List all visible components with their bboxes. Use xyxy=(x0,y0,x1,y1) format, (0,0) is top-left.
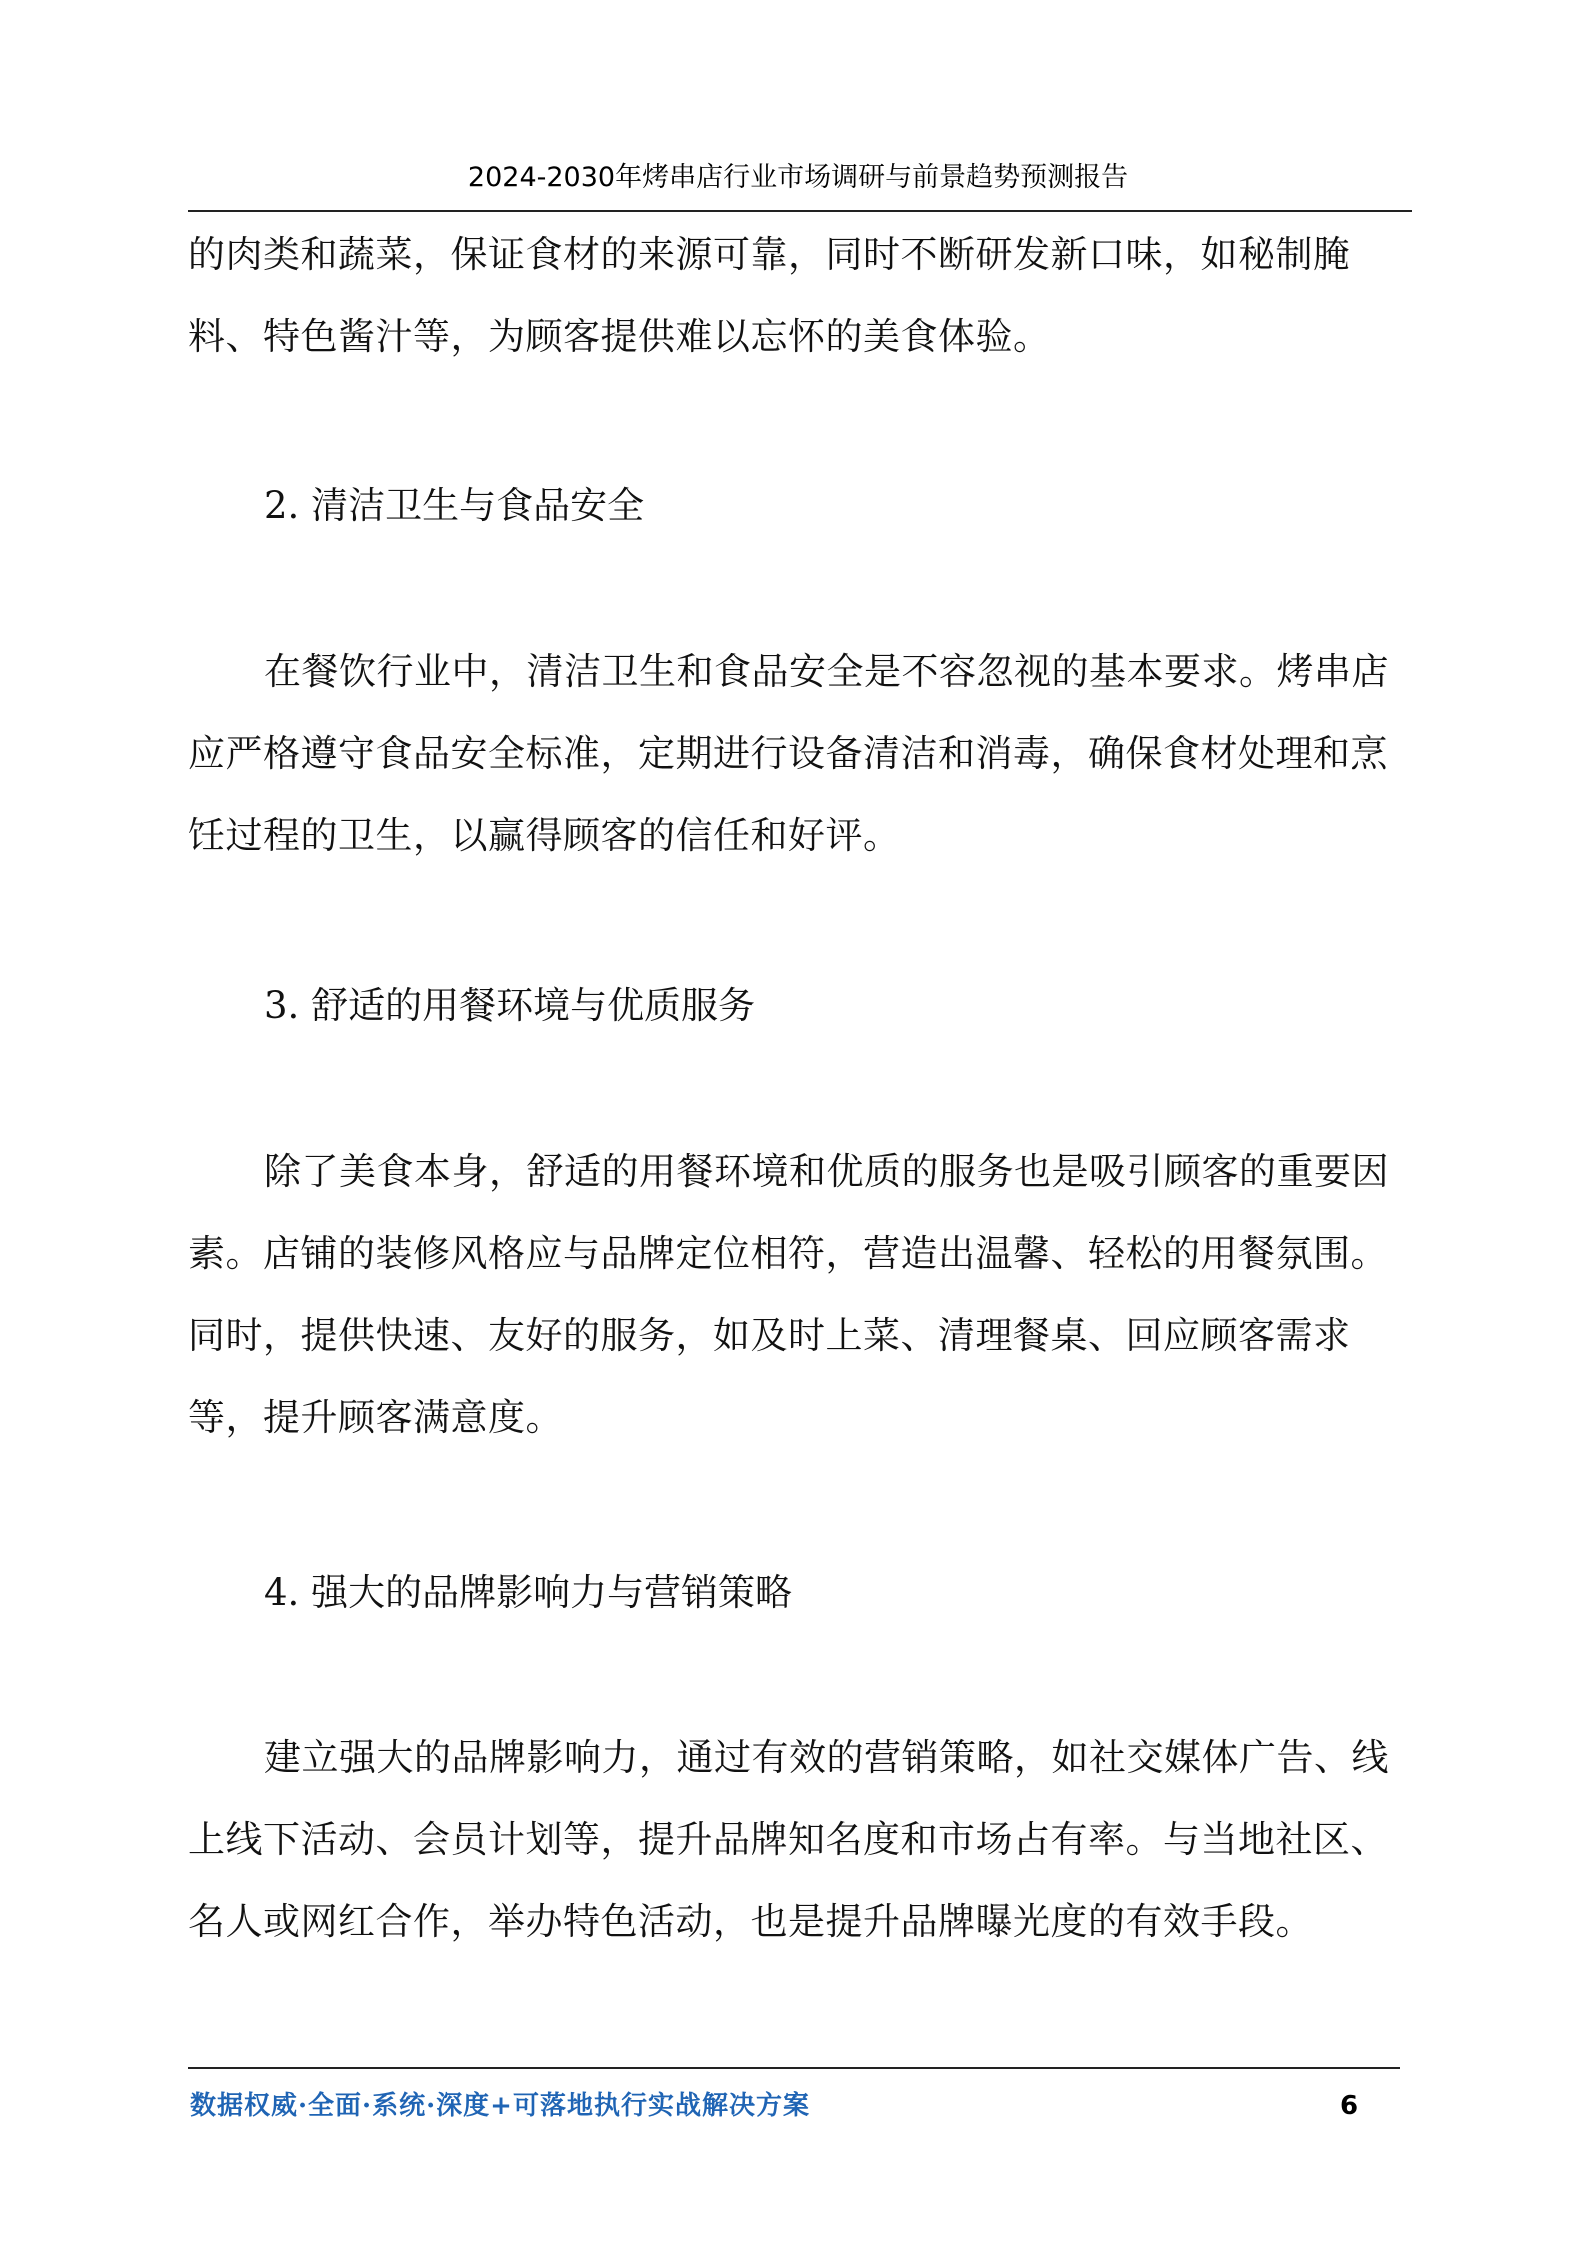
footer-divider xyxy=(188,2067,1400,2069)
page-header-title: 2024-2030年烤串店行业市场调研与前景趋势预测报告 xyxy=(467,162,1129,193)
footer-slogan: 数据权威·全面·系统·深度+可落地执行实战解决方案 xyxy=(190,2091,810,2121)
section-paragraph-branding: 建立强大的品牌影响力，通过有效的营销策略，如社交媒体广告、线上线下活动、会员计划等，提升品牌知名度和市场占有率。与当地社区、名人或网红合作，举办特色活动，也是提升品牌曝光度的有效手段。 xyxy=(188,1736,1389,1943)
intro-paragraph: 的肉类和蔬菜，保证食材的来源可靠，同时不断研发新口味，如秘制腌料、特色酱汁等，为顾客提供难以忘怀的美食体验。 xyxy=(188,233,1351,358)
section-paragraph-cleanliness: 在餐饮行业中，清洁卫生和食品安全是不容忽视的基本要求。烤串店应严格遵守食品安全标准，定期进行设备清洁和消毒，确保食材处理和烹饪过程的卫生，以赢得顾客的信任和好评。 xyxy=(188,650,1389,857)
section-heading-cleanliness: 2. 清洁卫生与食品安全 xyxy=(264,484,645,527)
header-divider xyxy=(188,210,1412,212)
section-heading-environment: 3. 舒适的用餐环境与优质服务 xyxy=(264,984,756,1027)
section-heading-branding: 4. 强大的品牌影响力与营销策略 xyxy=(264,1571,793,1614)
section-paragraph-environment: 除了美食本身，舒适的用餐环境和优质的服务也是吸引顾客的重要因素。店铺的装修风格应与品牌定位相符，营造出温馨、轻松的用餐氛围。同时，提供快速、友好的服务，如及时上菜、清理餐桌、回应顾客需求等，提升顾客满意度。 xyxy=(188,1150,1389,1439)
page-number: 6 xyxy=(1340,2091,1359,2121)
